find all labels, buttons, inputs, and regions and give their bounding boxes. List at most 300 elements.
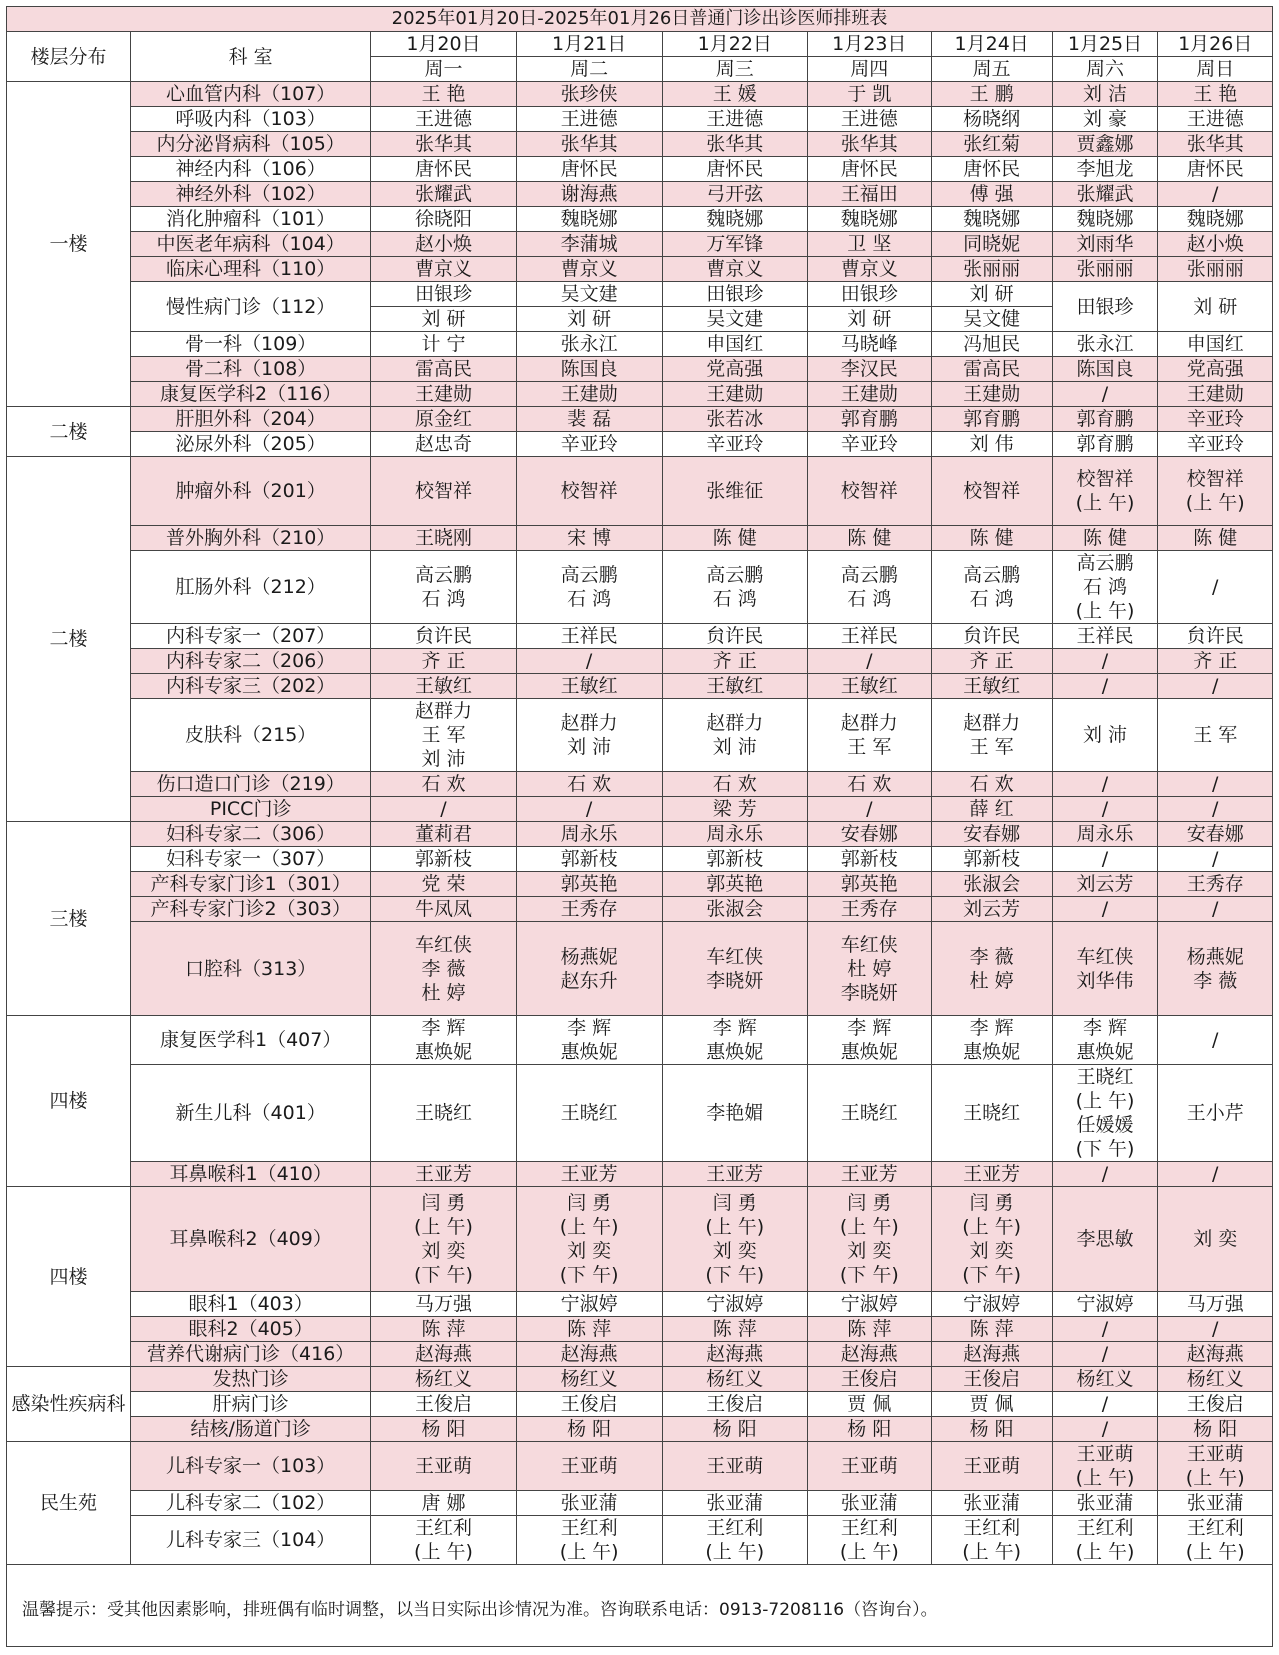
doctor-cell: /	[1158, 1162, 1273, 1187]
floor-cell: 感染性疾病科	[7, 1367, 131, 1442]
doctor-cell: 杨 阳	[1158, 1417, 1273, 1442]
doctor-cell: 田银珍	[1052, 282, 1158, 332]
doctor-cell: 王红利 (上 午)	[807, 1516, 931, 1565]
doctor-cell: 陈 健	[1052, 526, 1158, 551]
doctor-cell: 陈国良	[516, 357, 662, 382]
dept-cell: PICC门诊	[130, 797, 370, 822]
dept-cell: 结核/肠道门诊	[130, 1417, 370, 1442]
doctor-cell: 卫 坚	[807, 232, 931, 257]
doctor-cell: 郭育鹏	[931, 407, 1052, 432]
date-header: 1月22日	[662, 32, 807, 57]
doctor-cell: 杨 阳	[516, 1417, 662, 1442]
doctor-cell: 张华其	[807, 132, 931, 157]
doctor-cell: 唐怀民	[1158, 157, 1273, 182]
doctor-cell: /	[1052, 382, 1158, 407]
dept-cell: 儿科专家三（104）	[130, 1516, 370, 1565]
doctor-cell: 宁淑婷	[931, 1292, 1052, 1317]
doctor-cell: 陈 萍	[371, 1317, 516, 1342]
weekday-header: 周五	[931, 57, 1052, 82]
doctor-cell: 王亚萌 (上 午)	[1052, 1442, 1158, 1491]
doctor-cell: 陈 萍	[807, 1317, 931, 1342]
dept-cell: 儿科专家二（102）	[130, 1491, 370, 1516]
doctor-cell: 雷高民	[931, 357, 1052, 382]
doctor-cell: 杨晓纲	[931, 107, 1052, 132]
doctor-cell: 王建勋	[662, 382, 807, 407]
date-header: 1月26日	[1158, 32, 1273, 57]
doctor-cell: 赵海燕	[1158, 1342, 1273, 1367]
doctor-cell: 唐怀民	[807, 157, 931, 182]
doctor-cell: /	[1158, 182, 1273, 207]
doctor-cell: 张亚蒲	[662, 1491, 807, 1516]
doctor-cell: 辛亚玲	[662, 432, 807, 457]
doctor-cell: 周永乐	[662, 822, 807, 847]
doctor-cell: /	[1052, 1317, 1158, 1342]
doctor-cell: 王晓红	[371, 1065, 516, 1162]
doctor-cell: 曹京义	[807, 257, 931, 282]
doctor-cell: 杨红义	[371, 1367, 516, 1392]
doctor-cell: /	[1052, 1417, 1158, 1442]
doctor-cell: 李 辉 惠焕妮	[1052, 1016, 1158, 1065]
doctor-cell: 张亚蒲	[1158, 1491, 1273, 1516]
doctor-cell: 王俊启	[931, 1367, 1052, 1392]
doctor-cell: 宁淑婷	[662, 1292, 807, 1317]
doctor-cell: 于 凯	[807, 82, 931, 107]
doctor-cell: 杨 阳	[807, 1417, 931, 1442]
doctor-cell: 车红侠 杜 婷 李晓妍	[807, 922, 931, 1016]
doctor-cell: 李旭龙	[1052, 157, 1158, 182]
doctor-cell: 安春娜	[807, 822, 931, 847]
doctor-cell: 陈 萍	[931, 1317, 1052, 1342]
dept-cell: 消化肿瘤科（101）	[130, 207, 370, 232]
doctor-cell: 薛 红	[931, 797, 1052, 822]
doctor-cell: /	[1158, 847, 1273, 872]
doctor-cell: 赵忠奇	[371, 432, 516, 457]
doctor-cell: /	[1052, 1392, 1158, 1417]
doctor-cell: 吴文建	[516, 282, 662, 307]
doctor-cell: 齐 正	[662, 649, 807, 674]
doctor-cell: 周永乐	[516, 822, 662, 847]
schedule-table	[6, 6, 1273, 1565]
doctor-cell: 刘 洁	[1052, 82, 1158, 107]
doctor-cell: 杨红义	[1158, 1367, 1273, 1392]
doctor-cell: 齐 正	[1158, 649, 1273, 674]
doctor-cell: 马万强	[1158, 1292, 1273, 1317]
doctor-cell: 王亚萌	[931, 1442, 1052, 1491]
floor-cell: 民生苑	[7, 1442, 131, 1565]
doctor-cell: 闫 勇 (上 午) 刘 奕 (下 午)	[371, 1187, 516, 1292]
doctor-cell: /	[516, 797, 662, 822]
doctor-cell: 徐晓阳	[371, 207, 516, 232]
doctor-cell: 赵群力 王 军	[931, 699, 1052, 772]
doctor-cell: 车红侠 李晓妍	[662, 922, 807, 1016]
doctor-cell: 王红利 (上 午)	[371, 1516, 516, 1565]
doctor-cell: 王 艳	[1158, 82, 1273, 107]
doctor-cell: 王进德	[1158, 107, 1273, 132]
doctor-cell: 石 欢	[371, 772, 516, 797]
doctor-cell: /	[1052, 1342, 1158, 1367]
floor-cell: 三楼	[7, 822, 131, 1016]
doctor-cell: 郭新枝	[931, 847, 1052, 872]
doctor-cell: /	[1052, 847, 1158, 872]
doctor-cell: 王秀存	[1158, 872, 1273, 897]
doctor-cell: 董莉君	[371, 822, 516, 847]
doctor-cell: /	[1158, 897, 1273, 922]
doctor-cell: 刘 沛	[1052, 699, 1158, 772]
doctor-cell: 傅 强	[931, 182, 1052, 207]
doctor-cell: /	[1158, 674, 1273, 699]
doctor-cell: 王敏红	[516, 674, 662, 699]
doctor-cell: 万军锋	[662, 232, 807, 257]
dept-cell: 伤口造口门诊（219）	[130, 772, 370, 797]
doctor-cell: 赵群力 刘 沛	[516, 699, 662, 772]
page-title: 2025年01月20日-2025年01月26日普通门诊出诊医师排班表	[7, 7, 1273, 32]
dept-cell: 临床心理科（110）	[130, 257, 370, 282]
doctor-cell: 郭新枝	[371, 847, 516, 872]
doctor-cell: 辛亚玲	[1158, 432, 1273, 457]
doctor-cell: /	[1158, 551, 1273, 624]
doctor-cell: 齐 正	[931, 649, 1052, 674]
doctor-cell: 周永乐	[1052, 822, 1158, 847]
doctor-cell: 石 欢	[807, 772, 931, 797]
doctor-cell: /	[1158, 797, 1273, 822]
doctor-cell: 陈 健	[931, 526, 1052, 551]
doctor-cell: 校智祥 (上 午)	[1158, 457, 1273, 526]
doctor-cell: 王祥民	[807, 624, 931, 649]
doctor-cell: 陈国良	[1052, 357, 1158, 382]
weekday-header: 周日	[1158, 57, 1273, 82]
doctor-cell: 王敏红	[931, 674, 1052, 699]
floor-cell: 四楼	[7, 1187, 131, 1367]
doctor-cell: 张亚蒲	[931, 1491, 1052, 1516]
doctor-cell: 刘 研	[516, 307, 662, 332]
doctor-cell: 郭新枝	[662, 847, 807, 872]
doctor-cell: 王进德	[371, 107, 516, 132]
doctor-cell: 赵小焕	[371, 232, 516, 257]
doctor-cell: 党高强	[1158, 357, 1273, 382]
doctor-cell: 王福田	[807, 182, 931, 207]
doctor-cell: 申国红	[662, 332, 807, 357]
doctor-cell: 王红利 (上 午)	[931, 1516, 1052, 1565]
doctor-cell: 王进德	[516, 107, 662, 132]
doctor-cell: 张永江	[1052, 332, 1158, 357]
doctor-cell: 宁淑婷	[516, 1292, 662, 1317]
doctor-cell: 王 艳	[371, 82, 516, 107]
doctor-cell: 王进德	[807, 107, 931, 132]
dept-cell: 骨二科（108）	[130, 357, 370, 382]
dept-cell: 妇科专家二（306）	[130, 822, 370, 847]
weekday-header: 周一	[371, 57, 516, 82]
doctor-cell: 王晓红	[807, 1065, 931, 1162]
doctor-cell: 张红菊	[931, 132, 1052, 157]
doctor-cell: /	[1158, 772, 1273, 797]
doctor-cell: 王俊启	[662, 1392, 807, 1417]
doctor-cell: 李思敏	[1052, 1187, 1158, 1292]
weekday-header: 周二	[516, 57, 662, 82]
doctor-cell: 曹京义	[371, 257, 516, 282]
doctor-cell: 贾 佩	[807, 1392, 931, 1417]
doctor-cell: 魏晓娜	[1158, 207, 1273, 232]
doctor-cell: 贾鑫娜	[1052, 132, 1158, 157]
doctor-cell: 王亚萌	[662, 1442, 807, 1491]
doctor-cell: 张耀武	[371, 182, 516, 207]
doctor-cell: 王俊启	[371, 1392, 516, 1417]
doctor-cell: 王晓红	[931, 1065, 1052, 1162]
doctor-cell: 杨红义	[516, 1367, 662, 1392]
doctor-cell: 魏晓娜	[807, 207, 931, 232]
doctor-cell: 王建勋	[807, 382, 931, 407]
doctor-cell: 李 薇 杜 婷	[931, 922, 1052, 1016]
doctor-cell: 李 辉 惠焕妮	[662, 1016, 807, 1065]
doctor-cell: 辛亚玲	[1158, 407, 1273, 432]
doctor-cell: 车红侠 刘华伟	[1052, 922, 1158, 1016]
dept-cell: 肛肠外科（212）	[130, 551, 370, 624]
doctor-cell: 王红利 (上 午)	[1158, 1516, 1273, 1565]
dept-cell: 心血管内科（107）	[130, 82, 370, 107]
doctor-cell: 唐怀民	[371, 157, 516, 182]
doctor-cell: 田银珍	[662, 282, 807, 307]
doctor-cell: 张华其	[516, 132, 662, 157]
doctor-cell: 王红利 (上 午)	[662, 1516, 807, 1565]
doctor-cell: 赵海燕	[516, 1342, 662, 1367]
doctor-cell: 闫 勇 (上 午) 刘 奕 (下 午)	[931, 1187, 1052, 1292]
doctor-cell: 王小芹	[1158, 1065, 1273, 1162]
doctor-cell: 王亚芳	[931, 1162, 1052, 1187]
doctor-cell: /	[1052, 897, 1158, 922]
doctor-cell: 张维征	[662, 457, 807, 526]
doctor-cell: 闫 勇 (上 午) 刘 奕 (下 午)	[516, 1187, 662, 1292]
doctor-cell: 王敏红	[371, 674, 516, 699]
doctor-cell: 张永江	[516, 332, 662, 357]
doctor-cell: 张华其	[1158, 132, 1273, 157]
doctor-cell: 王红利 (上 午)	[516, 1516, 662, 1565]
date-header: 1月25日	[1052, 32, 1158, 57]
doctor-cell: 陈 萍	[516, 1317, 662, 1342]
doctor-cell: 高云鹏 石 鸿	[371, 551, 516, 624]
doctor-cell: 刘 研	[807, 307, 931, 332]
weekday-header: 周三	[662, 57, 807, 82]
doctor-cell: 贠许民	[1158, 624, 1273, 649]
doctor-cell: 石 欢	[662, 772, 807, 797]
doctor-cell: 王建勋	[931, 382, 1052, 407]
dept-cell: 骨一科（109）	[130, 332, 370, 357]
doctor-cell: 王敏红	[807, 674, 931, 699]
doctor-cell: 刘 伟	[931, 432, 1052, 457]
dept-cell: 皮肤科（215）	[130, 699, 370, 772]
floor-header: 楼层分布	[7, 32, 131, 82]
doctor-cell: 郭英艳	[516, 872, 662, 897]
doctor-cell: 王 军	[1158, 699, 1273, 772]
doctor-cell: 魏晓娜	[516, 207, 662, 232]
doctor-cell: 闫 勇 (上 午) 刘 奕 (下 午)	[807, 1187, 931, 1292]
doctor-cell: 王红利 (上 午)	[1052, 1516, 1158, 1565]
doctor-cell: 张淑会	[662, 897, 807, 922]
doctor-cell: 车红侠 李 薇 杜 婷	[371, 922, 516, 1016]
doctor-cell: 王 媛	[662, 82, 807, 107]
doctor-cell: 王亚芳	[662, 1162, 807, 1187]
doctor-cell: /	[1052, 1162, 1158, 1187]
dept-cell: 新生儿科（401）	[130, 1065, 370, 1162]
dept-cell: 内科专家一（207）	[130, 624, 370, 649]
doctor-cell: 曹京义	[662, 257, 807, 282]
doctor-cell: 魏晓娜	[662, 207, 807, 232]
doctor-cell: 辛亚玲	[516, 432, 662, 457]
doctor-cell: 王秀存	[516, 897, 662, 922]
weekday-header: 周四	[807, 57, 931, 82]
doctor-cell: 王建勋	[516, 382, 662, 407]
doctor-cell: /	[1052, 797, 1158, 822]
doctor-cell: 王祥民	[1052, 624, 1158, 649]
doctor-cell: 张珍侠	[516, 82, 662, 107]
date-header: 1月23日	[807, 32, 931, 57]
notice-text: 温馨提示：受其他因素影响，排班偶有临时调整，以当日实际出诊情况为准。咨询联系电话：0913-7208116（咨询台）。	[22, 1600, 938, 1620]
doctor-cell: 石 欢	[516, 772, 662, 797]
doctor-cell: 冯旭民	[931, 332, 1052, 357]
doctor-cell: 王亚芳	[807, 1162, 931, 1187]
doctor-cell: 杨 阳	[931, 1417, 1052, 1442]
doctor-cell: 王 鹏	[931, 82, 1052, 107]
doctor-cell: 吴文建	[662, 307, 807, 332]
doctor-cell: 高云鹏 石 鸿	[807, 551, 931, 624]
doctor-cell: 刘 豪	[1052, 107, 1158, 132]
dept-cell: 内科专家二（206）	[130, 649, 370, 674]
doctor-cell: 赵群力 王 军 刘 沛	[371, 699, 516, 772]
doctor-cell: 杨 阳	[371, 1417, 516, 1442]
date-header: 1月24日	[931, 32, 1052, 57]
doctor-cell: 田银珍	[807, 282, 931, 307]
doctor-cell: 唐 娜	[371, 1491, 516, 1516]
dept-cell: 儿科专家一（103）	[130, 1442, 370, 1491]
dept-cell: 神经内科（106）	[130, 157, 370, 182]
dept-cell: 口腔科（313）	[130, 922, 370, 1016]
dept-cell: 营养代谢病门诊（416）	[130, 1342, 370, 1367]
doctor-cell: 赵小焕	[1158, 232, 1273, 257]
dept-cell: 眼科2（405）	[130, 1317, 370, 1342]
doctor-cell: 刘雨华	[1052, 232, 1158, 257]
doctor-cell: 刘云芳	[1052, 872, 1158, 897]
doctor-cell: 李 辉 惠焕妮	[807, 1016, 931, 1065]
dept-cell: 中医老年病科（104）	[130, 232, 370, 257]
doctor-cell: 高云鹏 石 鸿	[931, 551, 1052, 624]
doctor-cell: 杨红义	[1052, 1367, 1158, 1392]
doctor-cell: 王秀存	[807, 897, 931, 922]
doctor-cell: 郭英艳	[662, 872, 807, 897]
schedule-sheet	[6, 6, 1273, 1565]
doctor-cell: 刘 奕	[1158, 1187, 1273, 1292]
doctor-cell: 贾 佩	[931, 1392, 1052, 1417]
doctor-cell: /	[807, 797, 931, 822]
floor-cell: 二楼	[7, 407, 131, 457]
doctor-cell: 张淑会	[931, 872, 1052, 897]
doctor-cell: 张亚蒲	[807, 1491, 931, 1516]
doctor-cell: 李蒲城	[516, 232, 662, 257]
weekday-header: 周六	[1052, 57, 1158, 82]
doctor-cell: 马万强	[371, 1292, 516, 1317]
dept-cell: 普外胸外科（210）	[130, 526, 370, 551]
doctor-cell: 高云鹏 石 鸿	[516, 551, 662, 624]
doctor-cell: 刘 研	[371, 307, 516, 332]
dept-cell: 发热门诊	[130, 1367, 370, 1392]
doctor-cell: 张若冰	[662, 407, 807, 432]
doctor-cell: 雷高民	[371, 357, 516, 382]
doctor-cell: 赵海燕	[371, 1342, 516, 1367]
doctor-cell: 张丽丽	[1158, 257, 1273, 282]
doctor-cell: 曹京义	[516, 257, 662, 282]
dept-cell: 肝病门诊	[130, 1392, 370, 1417]
dept-cell: 慢性病门诊（112）	[130, 282, 370, 332]
doctor-cell: 张华其	[371, 132, 516, 157]
date-header: 1月20日	[371, 32, 516, 57]
doctor-cell: 唐怀民	[516, 157, 662, 182]
doctor-cell: 郭英艳	[807, 872, 931, 897]
doctor-cell: 张耀武	[1052, 182, 1158, 207]
doctor-cell: 张丽丽	[1052, 257, 1158, 282]
doctor-cell: 王俊启	[516, 1392, 662, 1417]
doctor-cell: /	[1052, 649, 1158, 674]
doctor-cell: 宁淑婷	[1052, 1292, 1158, 1317]
date-header: 1月21日	[516, 32, 662, 57]
dept-cell: 肿瘤外科（201）	[130, 457, 370, 526]
doctor-cell: 杨红义	[662, 1367, 807, 1392]
doctor-cell: /	[807, 649, 931, 674]
doctor-cell: /	[1052, 674, 1158, 699]
doctor-cell: 王亚芳	[516, 1162, 662, 1187]
doctor-cell: 马晓峰	[807, 332, 931, 357]
dept-cell: 康复医学科1（407）	[130, 1016, 370, 1065]
doctor-cell: /	[1158, 1016, 1273, 1065]
dept-cell: 康复医学科2（116）	[130, 382, 370, 407]
doctor-cell: 赵海燕	[931, 1342, 1052, 1367]
dept-cell: 产科专家门诊1（301）	[130, 872, 370, 897]
doctor-cell: 王亚萌	[516, 1442, 662, 1491]
doctor-cell: 王祥民	[516, 624, 662, 649]
doctor-cell: /	[1052, 772, 1158, 797]
dept-header: 科 室	[130, 32, 370, 82]
doctor-cell: 杨燕妮 赵东升	[516, 922, 662, 1016]
doctor-cell: 梁 芳	[662, 797, 807, 822]
doctor-cell: 校智祥	[931, 457, 1052, 526]
dept-cell: 内科专家三（202）	[130, 674, 370, 699]
doctor-cell: 闫 勇 (上 午) 刘 奕 (下 午)	[662, 1187, 807, 1292]
doctor-cell: 陈 萍	[662, 1317, 807, 1342]
dept-cell: 眼科1（403）	[130, 1292, 370, 1317]
doctor-cell: 李 辉 惠焕妮	[371, 1016, 516, 1065]
doctor-cell: 贠许民	[662, 624, 807, 649]
doctor-cell: 王晓刚	[371, 526, 516, 551]
dept-cell: 神经外科（102）	[130, 182, 370, 207]
doctor-cell: 党高强	[662, 357, 807, 382]
dept-cell: 耳鼻喉科2（409）	[130, 1187, 370, 1292]
doctor-cell: 原金红	[371, 407, 516, 432]
doctor-cell: 校智祥	[371, 457, 516, 526]
doctor-cell: 王亚芳	[371, 1162, 516, 1187]
doctor-cell: 张亚蒲	[516, 1491, 662, 1516]
doctor-cell: 王亚萌	[807, 1442, 931, 1491]
floor-cell: 一楼	[7, 82, 131, 407]
doctor-cell: 王亚萌 (上 午)	[1158, 1442, 1273, 1491]
doctor-cell: 郭新枝	[516, 847, 662, 872]
doctor-cell: 赵群力 刘 沛	[662, 699, 807, 772]
doctor-cell: 刘 研	[1158, 282, 1273, 332]
doctor-cell: 王进德	[662, 107, 807, 132]
doctor-cell: 齐 正	[371, 649, 516, 674]
doctor-cell: 魏晓娜	[931, 207, 1052, 232]
doctor-cell: 陈 健	[662, 526, 807, 551]
doctor-cell: 陈 健	[1158, 526, 1273, 551]
doctor-cell: 吴文健	[931, 307, 1052, 332]
doctor-cell: 杨燕妮 李 薇	[1158, 922, 1273, 1016]
doctor-cell: 张亚蒲	[1052, 1491, 1158, 1516]
doctor-cell: 赵海燕	[662, 1342, 807, 1367]
